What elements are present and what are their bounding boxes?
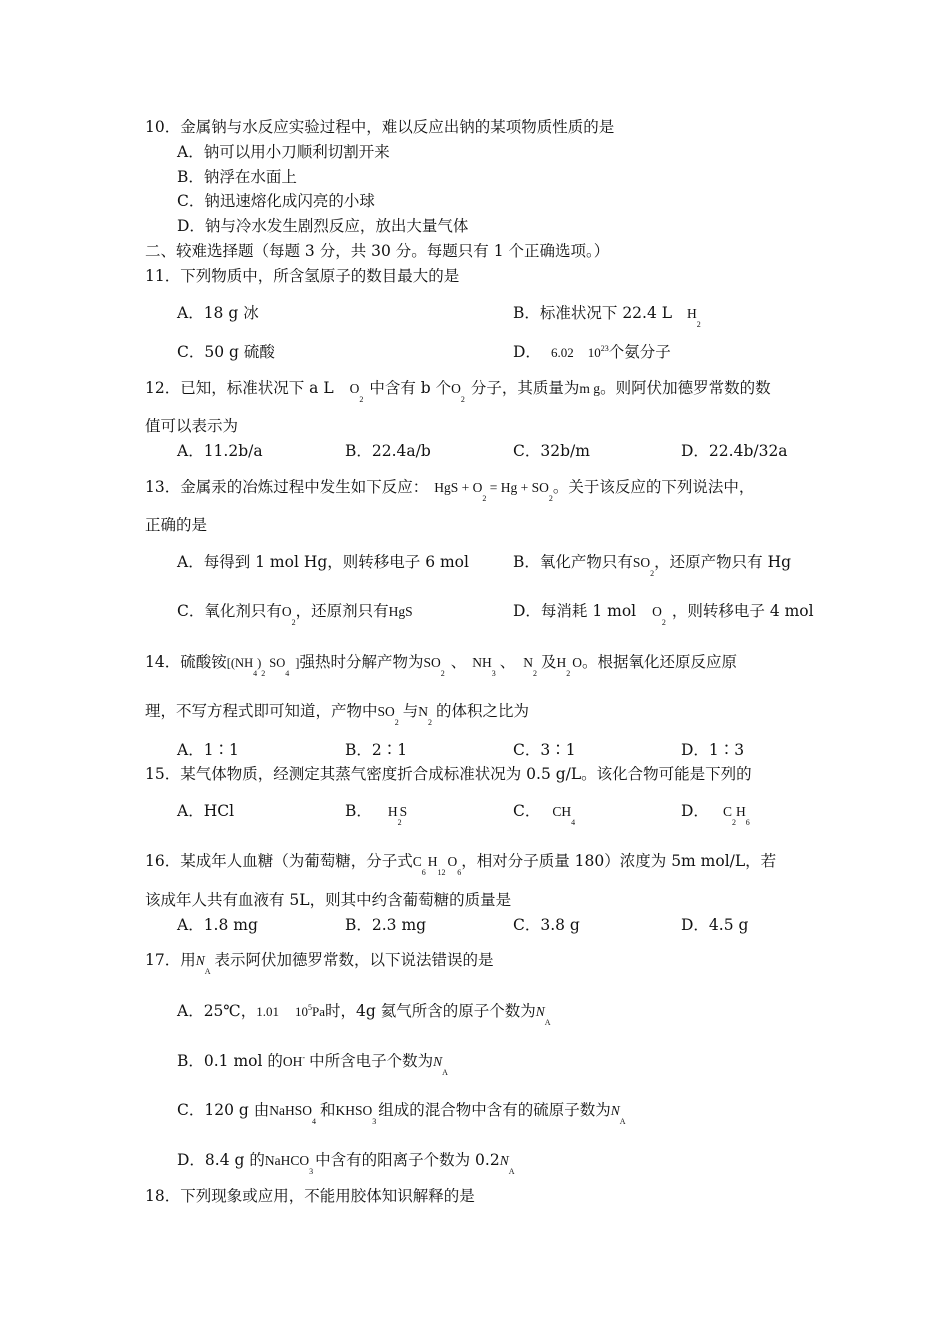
q12-stem-part: 分子，其质量为 [470,379,580,397]
formula-symbol: SO [423,655,441,670]
q12-stem-part: 12．已知，标准状况下 a L [145,379,334,397]
formula-symbol: SO [377,704,395,719]
formula-subscript: 2 [533,669,538,678]
q17-option-d-formula [264,1153,314,1176]
formula-subscript: A [544,1018,551,1027]
formula-part: ) [257,656,262,670]
unit: Pa [312,1004,326,1019]
q11-option-d-number [551,345,609,360]
formula-subscript: 2 [291,618,296,627]
formula-symbol: O [447,854,458,869]
formula-subscript: 6 [745,818,750,827]
formula-symbol: H [427,854,438,869]
coefficient: 6.02 [550,345,574,360]
formula-symbol: O [572,655,583,670]
formula-subscript: 3 [491,669,496,678]
q15-option-b-label: B． [345,802,372,820]
q12-stem [145,379,771,404]
q14-option-b: B．2∶1 [345,741,408,759]
formula-symbol: KHSO [335,1103,373,1118]
q14-option-c: C．3∶1 [513,741,576,759]
q12-option-c: C．32b/m [513,442,590,460]
formula-symbol: N [195,953,205,968]
q15-option-c-label: C． [513,802,541,820]
formula-subscript: 2 [397,818,402,827]
formula-symbol: S [399,804,408,819]
formula-symbol: O [652,604,662,619]
q10-option-a: A．钠可以用小刀顺利切割开来 [177,143,390,161]
formula-subscript: A [619,1117,626,1126]
q15-option-d-label: D． [681,802,709,820]
q17-option-a-text: 时，4g 氦气所含的原子个数为 [325,1002,536,1020]
q13-option-b [513,553,792,578]
q14-formula-n2 [418,704,433,727]
q16-option-c: C．3.8 g [513,916,580,934]
coefficient: 1.01 [256,1004,280,1019]
q13-option-c [177,602,413,627]
q17-option-a-text: A．25℃， [177,1002,257,1020]
q15-option-c [513,802,576,827]
q14-option-d: D．1∶3 [681,741,745,759]
q13-option-c-formula2: HgS [388,604,413,619]
formula-symbol: H [556,655,567,670]
q11-option-d [513,345,671,361]
q13-option-a: A．每得到 1 mol Hg，则转移电子 6 mol [177,553,469,571]
q10-option-d: D．钠与冷水发生剧烈反应，放出大量气体 [177,217,469,235]
equation-subscript: 2 [482,494,487,503]
q17-option-d [177,1151,515,1176]
q14-product-nh3 [472,655,496,678]
equation-subscript: 2 [548,494,553,503]
q16-option-d: D．4.5 g [681,916,749,934]
q13-equation [434,480,553,503]
formula-symbol: H [387,804,398,819]
q12-mass: m g [579,381,601,396]
q17-option-c-formula1 [269,1103,316,1126]
formula-symbol: N [418,704,429,719]
q14-product-so2 [423,655,445,678]
q17-option-c-text: C．120 g 由 [177,1101,270,1119]
formula-subscript: 2 [440,669,445,678]
q13-option-b-text: B．氧化产物只有 [513,553,633,571]
q10-stem: 10．金属钠与水反应实验过程中，难以反应出钠的某项物质性质的是 [145,118,615,136]
q14-line2-part: 与 [402,702,419,720]
q14-line2-part: 的体积之比为 [436,702,530,720]
formula-symbol: CH [552,804,572,819]
q15-option-b-formula [387,804,408,827]
q15-option-d-formula [722,804,750,827]
q11-option-c: C．50 g 硫酸 [177,343,275,361]
q13-option-d-text: D．每消耗 1 mol [513,602,637,620]
formula-subscript: 2 [650,569,655,578]
q17-stem-part: 表示阿伏加德罗常数，以下说法错误的是 [214,951,494,969]
equation-part: = Hg + SO [486,480,549,495]
q14-stem [145,653,738,678]
formula-subscript: 2 [460,395,465,404]
formula-subscript: 4 [285,669,290,678]
q16-stem-part: 16．某成年人血糖（为葡萄糖，分子式 [145,852,413,870]
q11-option-d-label: D． [513,343,541,361]
q17-option-c-formula2 [335,1103,377,1126]
power-base: 10 [295,1004,309,1019]
formula-subscript: 6 [421,868,426,877]
q11-option-d-tail: 个氨分子 [608,343,671,361]
avogadro-symbol [195,953,211,976]
separator: 、 [499,653,516,671]
formula-symbol: N [433,1054,443,1069]
q14-formula-so2 [377,704,399,727]
q15-option-c-formula [552,804,576,827]
q11-stem: 11．下列物质中，所含氢原子的数目最大的是 [145,267,460,285]
q14-option-a: A．1∶1 [177,741,239,759]
q13-option-c-text: C．氧化剂只有 [177,602,282,620]
formula-part: [(NH [226,656,254,670]
q16-stem-line2: 该成年人共有血液有 5L，则其中约含葡萄糖的质量是 [145,891,512,909]
formula-superscript: - [302,1053,306,1062]
formula-symbol: OH [282,1054,303,1069]
formula-symbol: NaHSO [269,1103,312,1118]
formula-symbol: NH [472,655,492,670]
q15-stem: 15．某气体物质，经测定其蒸气密度折合成标准状况为 0.5 g/L。该化合物可能是下列的 [145,765,752,783]
formula-subscript: 2 [394,718,399,727]
q15-option-b [345,802,408,827]
formula-symbol: O [349,381,360,396]
q12-stem-part: 中含有 b 个 [369,379,452,397]
q11-option-b-formula [687,306,701,329]
q12-option-a: A．11.2b/a [177,442,263,460]
q17-option-b-text: 中所含电子个数为 [309,1052,434,1070]
equation-part: HgS + O [434,480,483,495]
q16-stem-part: ，相对分子质量 180）浓度为 5m mol/L，若 [461,852,777,870]
formula-subscript: 2 [261,669,266,678]
q13-stem-line2: 正确的是 [145,516,208,534]
q17-option-b-formula [283,1054,305,1069]
formula-symbol: C [412,854,422,869]
q17-option-b [177,1052,448,1077]
formula-subscript: 12 [437,868,446,877]
formula-subscript: A [204,967,211,976]
q17-option-a-pressure [256,1004,325,1019]
formula-symbol: NaHCO [264,1153,310,1168]
formula-subscript: A [442,1068,448,1077]
q13-stem-part: 。关于该反应的下列说法中， [552,478,755,496]
formula-symbol: N [523,655,534,670]
formula-subscript: 2 [359,395,364,404]
formula-subscript: 6 [457,868,462,877]
q13-option-c-text: ，还原剂只有 [295,602,389,620]
q15-option-d [681,802,750,827]
q12-option-b: B．22.4a/b [345,442,431,460]
q17-option-c-text: 组成的混合物中含有的硫原子数为 [378,1101,611,1119]
q17-option-d-text: D．8.4 g 的 [177,1151,265,1169]
q13-stem [145,478,755,503]
q17-option-d-text: 中含有的阳离子个数为 0.2 [315,1151,500,1169]
q11-option-a: A．18 g 冰 [177,304,259,322]
separator: 及 [541,653,557,671]
q14-stem-line2 [145,702,530,727]
power-exponent: 5 [308,1003,313,1012]
formula-symbol: N [610,1103,620,1118]
formula-symbol: O [451,381,461,396]
formula-subscript: A [508,1167,515,1176]
q10-option-c: C．钠迅速熔化成闪亮的小球 [177,192,375,210]
q12-stem-line2: 值可以表示为 [145,417,239,435]
q13-option-d-text: ，则转移电子 4 mol [671,602,814,620]
q12-option-d: D．22.4b/32a [681,442,788,460]
q17-option-c-text: 和 [319,1101,336,1119]
q13-option-b-text: ，还原产物只有 Hg [654,553,792,571]
q16-option-b: B．2.3 mg [345,916,427,934]
q17-option-c [177,1101,626,1126]
q17-stem-part: 17．用 [145,951,196,969]
q13-option-c-formula [281,604,296,627]
q15-option-a: A．HCl [177,802,235,820]
q10-option-b: B．钠浮在水面上 [177,168,297,186]
q14-stem-part: 14．硫酸铵 [145,653,227,671]
q14-stem-part: 。根据氧化还原反应原 [582,653,738,671]
formula-subscript: 3 [372,1117,377,1126]
formula-symbol: N [499,1153,509,1168]
q13-stem-part: 13．金属汞的冶炼过程中发生如下反应： [145,478,429,496]
q17-stem [145,951,494,976]
q12-formula-o2-b [451,381,465,404]
avogadro-symbol [499,1153,515,1176]
formula-subscript: 2 [566,669,571,678]
formula-subscript: 4 [571,818,576,827]
formula-symbol: C [722,804,732,819]
q16-formula-glucose [412,854,462,877]
q13-option-b-formula [632,555,655,578]
q17-option-a [177,1002,551,1027]
power-exponent: 23 [600,344,609,353]
q14-stem-part: 强热时分解产物为 [299,653,424,671]
section-heading: 二、较难选择题（每题 3 分，共 30 分。每题只有 1 个正确选项。） [145,242,610,260]
formula-subscript: 2 [428,718,433,727]
q11-option-b-text: B．标准状况下 22.4 L [513,304,673,322]
formula-subscript: 2 [661,618,666,627]
formula-symbol: SO [632,555,651,570]
avogadro-symbol [610,1103,626,1126]
formula-subscript: 4 [253,669,258,678]
avogadro-symbol [535,1004,551,1027]
q17-option-b-text: B．0.1 mol 的 [177,1052,283,1070]
formula-subscript: 2 [696,320,701,329]
q14-product-h2o [556,655,583,678]
q14-formula-ammonium-sulfate [226,656,300,678]
power-base: 10 [587,345,601,360]
formula-subscript: 4 [311,1117,316,1126]
avogadro-symbol [433,1054,448,1077]
q18-stem: 18．下列现象或应用，不能用胶体知识解释的是 [145,1187,475,1205]
q13-option-d-formula [652,604,666,627]
q13-option-d [513,602,814,627]
q11-option-b [513,304,701,329]
formula-symbol: H [687,306,697,321]
q12-formula-o2 [349,381,364,404]
formula-symbol: O [281,604,292,619]
formula-symbol: N [535,1004,545,1019]
q12-stem-part: 。则阿伏加德罗常数的数 [600,379,771,397]
q16-option-a: A．1.8 mg [177,916,258,934]
formula-symbol: H [735,804,746,819]
formula-subscript: 3 [309,1167,314,1176]
formula-part: ] [295,656,300,670]
formula-part: SO [269,656,286,670]
q14-line2-part: 理，不写方程式即可知道，产物中 [145,702,378,720]
q14-product-n2 [523,655,538,678]
formula-subscript: 2 [731,818,736,827]
q16-stem [145,852,777,877]
separator: 、 [450,653,467,671]
